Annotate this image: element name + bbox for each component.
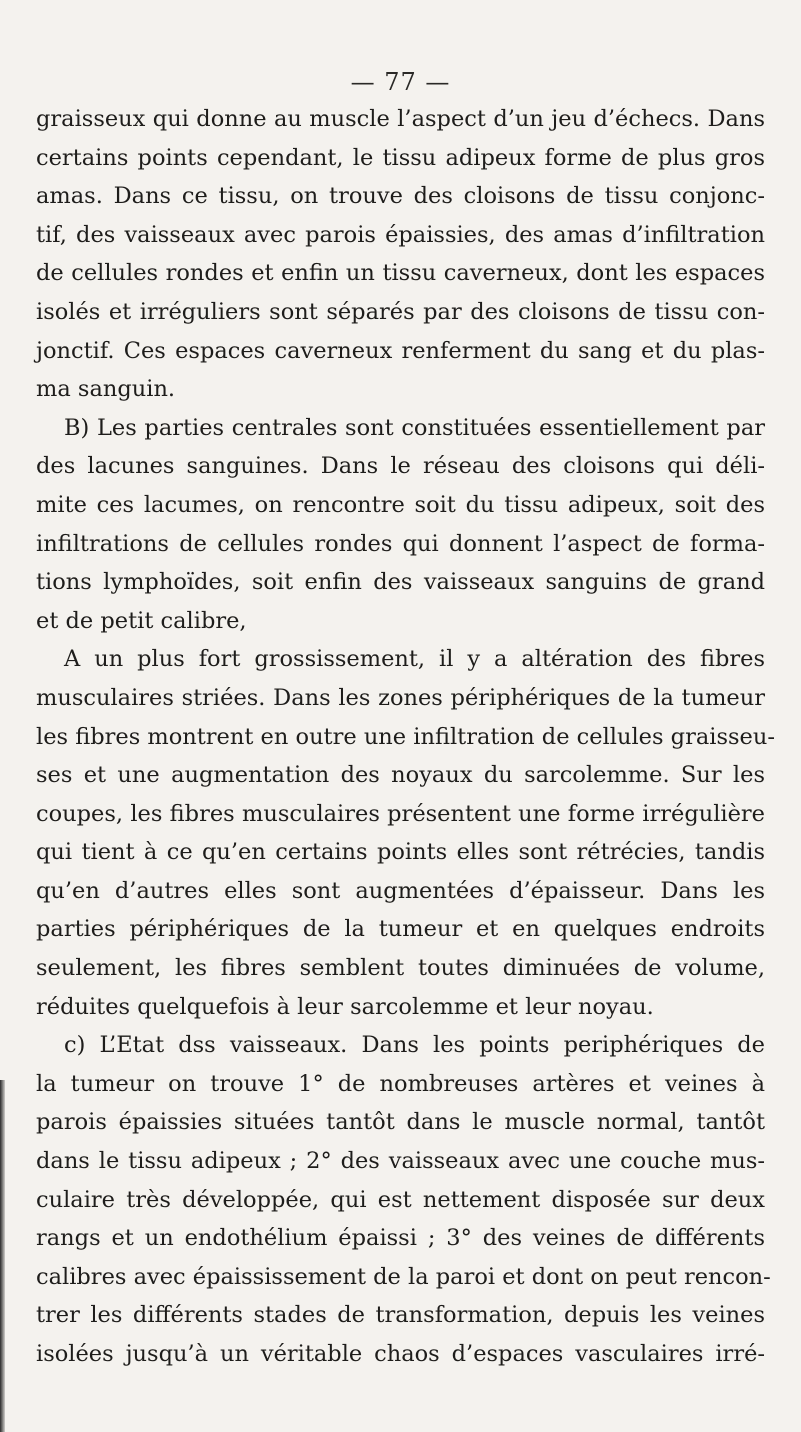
text-line: parties périphériques de la tumeur et en quelques endroits [36,916,765,943]
text-line: les fibres montrent en outre une infiltration de cellules graisseu- [36,723,775,750]
body-text [36,100,775,1374]
text-line: la tumeur on trouve 1° de nombreuses artères et veines à [36,1070,765,1097]
text-line: trer les différents stades de transformation, depuis les veines [36,1302,765,1329]
text-line: de cellules rondes et enfin un tissu caverneux, dont les espaces [36,260,765,287]
text-line: certains points cependant, le tissu adipeux forme de plus gros [36,144,765,171]
text-line: coupes, les fibres musculaires présentent une forme irrégulière [36,800,765,827]
text-line: et de petit calibre, [36,607,247,634]
text-line: seulement, les fibres semblent toutes diminuées de volume, [36,955,765,982]
text-line: qu’en d’autres elles sont augmentées d’épaisseur. Dans les [36,877,765,904]
text-line: dans le tissu adipeux ; 2° des vaisseaux avec une couche mus- [36,1148,765,1175]
text-line: culaire très développée, qui est nettement disposée sur deux [36,1186,765,1213]
text-line: qui tient à ce qu’en certains points elles sont rétrécies, tandis [36,839,765,866]
text-line: musculaires striées. Dans les zones périphériques de la tumeur [36,684,765,711]
text-line: ses et une augmentation des noyaux du sarcolemme. Sur les [36,762,765,789]
text-line: des lacunes sanguines. Dans le réseau des cloisons qui déli- [36,453,765,480]
page-number: — 77 — [350,68,451,96]
page-edge-shadow [0,1080,5,1432]
text-line: A un plus fort grossissement, il y a altération des fibres [64,646,765,673]
text-line: tif, des vaisseaux avec parois épaissies, des amas d’infiltration [36,221,765,248]
text-line: graisseux qui donne au muscle l’aspect d’un jeu d’échecs. Dans [36,106,765,132]
text-line: mite ces lacumes, on rencontre soit du tissu adipeux, soit des [36,491,765,518]
text-line: jonctif. Ces espaces caverneux renferment du sang et du plas- [36,337,765,364]
text-line: infiltrations de cellules rondes qui donnent l’aspect de forma- [36,530,765,557]
text-line: ma sanguin. [36,376,176,403]
text-line: isolées jusqu’à un véritable chaos d’espaces vasculaires irré- [36,1341,765,1367]
text-line: amas. Dans ce tissu, on trouve des cloisons de tissu conjonc- [36,183,765,210]
text-line: rangs et un endothélium épaissi ; 3° des veines de différents [36,1225,765,1252]
text-line: parois épaissies situées tantôt dans le muscle normal, tantôt [36,1109,765,1136]
text-line: c) L’Etat dss vaisseaux. Dans les points periphériques de [64,1032,765,1059]
text-line: tions lymphoïdes, soit enfin des vaisseaux sanguins de grand [36,569,765,596]
text-line: B) Les parties centrales sont constituées essentiellement par [64,414,765,441]
text-line: réduites quelquefois à leur sarcolemme et leur noyau. [36,993,654,1020]
text-line: calibres avec épaississement de la paroi et dont on peut rencon- [36,1263,771,1290]
text-line: isolés et irréguliers sont séparés par des cloisons de tissu con- [36,298,765,325]
